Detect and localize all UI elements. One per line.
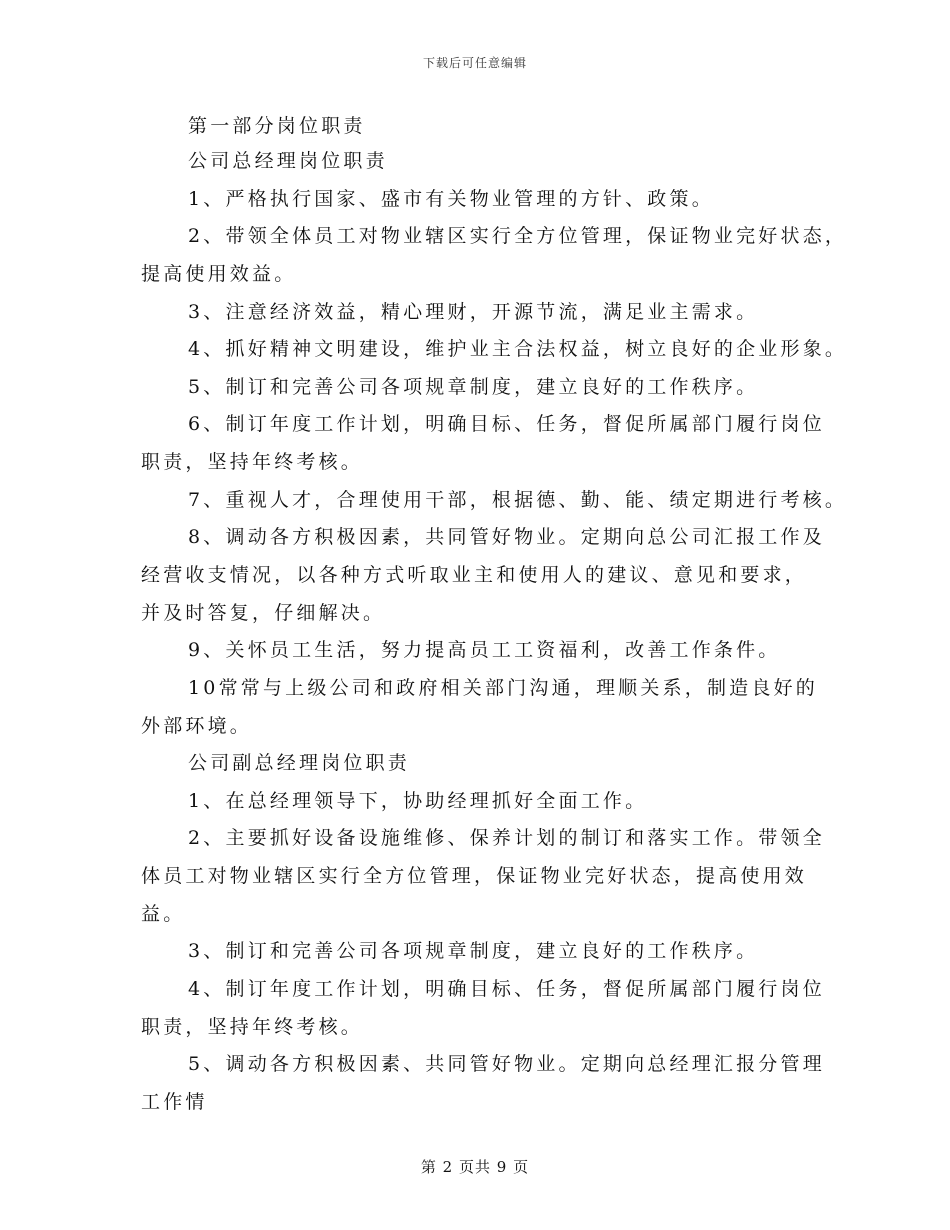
- paragraph-line: 9、关怀员工生活，努力提高员工工资福利，改善工作条件。: [188, 639, 781, 661]
- paragraph-line: 1、在总经理领导下，协助经理抓好全面工作。: [188, 790, 648, 812]
- paragraph-line: 3、注意经济效益，精心理财，开源节流，满足业主需求。: [188, 301, 759, 323]
- paragraph-line: 2、主要抓好设备设施维修、保养计划的制订和落实工作。带领全: [188, 827, 825, 849]
- paragraph-line: 职责，坚持年终考核。: [141, 451, 364, 473]
- paragraph-line: 提高使用效益。: [141, 263, 297, 285]
- paragraph-line: 10常常与上级公司和政府相关部门沟通，理顺关系，制造良好的: [188, 677, 818, 699]
- subsection-title-gm: 公司总经理岗位职责: [188, 150, 388, 172]
- paragraph-line: 5、制订和完善公司各项规章制度，建立良好的工作秩序。: [188, 376, 759, 398]
- subsection-title-deputy: 公司副总经理岗位职责: [188, 752, 411, 774]
- paragraph-line: 经营收支情况，以各种方式听取业主和使用人的建议、意见和要求，: [141, 564, 808, 586]
- paragraph-line: 外部环境。: [141, 715, 253, 737]
- paragraph-line: 工作情: [141, 1091, 208, 1113]
- paragraph-line: 2、带领全体员工对物业辖区实行全方位管理，保证物业完好状态，: [188, 225, 848, 247]
- paragraph-line: 7、重视人才，合理使用干部，根据德、勤、能、绩定期进行考核。: [188, 489, 848, 511]
- paragraph-line: 体员工对物业辖区实行全方位管理，保证物业完好状态，提高使用效: [141, 865, 808, 887]
- page-header: 下载后可任意编辑: [422, 56, 527, 70]
- page-footer: 第 2 页共 9 页: [420, 1158, 530, 1176]
- paragraph-line: 8、调动各方积极因素，共同管好物业。定期向总公司汇报工作及: [188, 526, 825, 548]
- paragraph-line: 4、制订年度工作计划，明确目标、任务，督促所属部门履行岗位: [188, 978, 825, 1000]
- paragraph-line: 6、制订年度工作计划，明确目标、任务，督促所属部门履行岗位: [188, 413, 825, 435]
- paragraph-line: 1、严格执行国家、盛市有关物业管理的方针、政策。: [188, 188, 714, 210]
- section-title: 第一部分岗位职责: [188, 115, 366, 137]
- paragraph-line: 4、抓好精神文明建设，维护业主合法权益，树立良好的企业形象。: [188, 338, 848, 360]
- paragraph-line: 益。: [141, 903, 186, 925]
- paragraph-line: 3、制订和完善公司各项规章制度，建立良好的工作秩序。: [188, 940, 759, 962]
- paragraph-line: 5、调动各方积极因素、共同管好物业。定期向总经理汇报分管理: [188, 1053, 825, 1075]
- paragraph-line: 职责，坚持年终考核。: [141, 1016, 364, 1038]
- paragraph-line: 并及时答复，仔细解决。: [141, 602, 386, 624]
